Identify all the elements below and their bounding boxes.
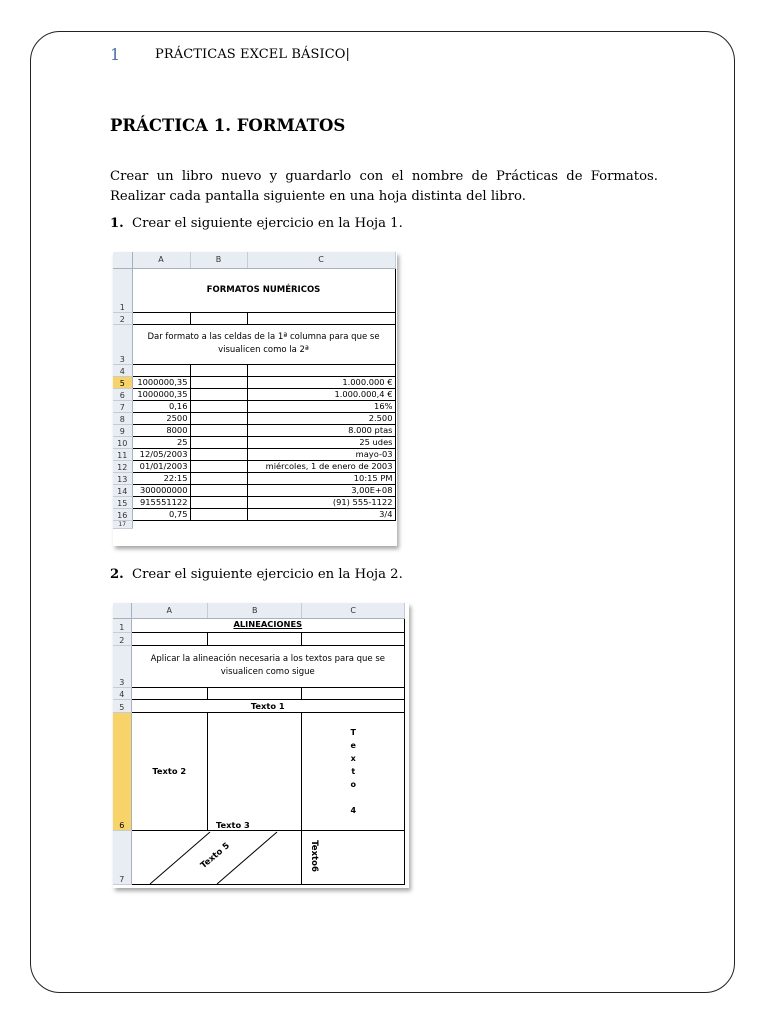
spreadsheet-alineaciones (113, 603, 409, 888)
cell[interactable] (190, 424, 247, 436)
column-header[interactable]: B (207, 603, 301, 618)
table-row (113, 472, 395, 484)
running-header: PRÁCTICAS EXCEL BÁSICO| (155, 47, 351, 62)
value-cell[interactable]: 25 (132, 436, 190, 448)
step-number: 1. (110, 216, 124, 231)
cell[interactable] (190, 436, 247, 448)
formatted-cell[interactable]: 3,00E+08 (247, 484, 395, 496)
cell[interactable] (190, 388, 247, 400)
step-text: Crear el siguiente ejercicio en la Hoja 2. (132, 567, 403, 582)
value-cell[interactable]: 8000 (132, 424, 190, 436)
instruction-cell[interactable]: Dar formato a las celdas de la 1ª columna para que se visualicen como la 2ª (132, 324, 395, 364)
cell[interactable] (190, 448, 247, 460)
value-cell[interactable]: 22:15 (132, 472, 190, 484)
row-header[interactable]: 3 (113, 645, 131, 687)
texto4-letter: e (350, 740, 356, 750)
cell[interactable] (131, 687, 207, 699)
practice-title: PRÁCTICA 1. FORMATOS (110, 116, 346, 135)
table-row (113, 496, 395, 508)
table-row (113, 508, 395, 520)
texto5-cell[interactable] (131, 830, 302, 884)
row-header[interactable]: 13 (113, 472, 132, 484)
select-all-corner[interactable] (113, 603, 131, 618)
select-all-corner[interactable] (113, 252, 132, 268)
cell[interactable] (247, 364, 395, 376)
cell[interactable] (131, 632, 207, 645)
cell[interactable] (190, 364, 247, 376)
formatted-cell[interactable]: 3/4 (247, 508, 395, 520)
row-header[interactable]: 4 (113, 687, 131, 699)
value-cell[interactable]: 2500 (132, 412, 190, 424)
table-row (113, 460, 395, 472)
row-header[interactable]: 11 (113, 448, 132, 460)
cell[interactable] (190, 312, 247, 324)
value-cell[interactable]: 1000000,35 (132, 376, 190, 388)
row-header[interactable]: 8 (113, 412, 132, 424)
value-cell[interactable]: 300000000 (132, 484, 190, 496)
row-header[interactable]: 7 (113, 400, 132, 412)
row-header[interactable]: 1 (113, 618, 131, 632)
value-cell[interactable]: 12/05/2003 (132, 448, 190, 460)
value-cell[interactable]: 01/01/2003 (132, 460, 190, 472)
formatted-cell[interactable]: 10:15 PM (247, 472, 395, 484)
formatted-cell[interactable]: miércoles, 1 de enero de 2003 (247, 460, 395, 472)
formatted-cell[interactable]: 25 udes (247, 436, 395, 448)
texto4-letter: o (350, 779, 356, 789)
formatted-cell[interactable]: 16% (247, 400, 395, 412)
cell[interactable] (302, 687, 405, 699)
table-row (113, 400, 395, 412)
value-cell[interactable]: 915551122 (132, 496, 190, 508)
row-header[interactable]: 15 (113, 496, 132, 508)
row-header[interactable]: 7 (113, 830, 131, 884)
row-header[interactable]: 9 (113, 424, 132, 436)
row-header[interactable]: 5 (113, 699, 131, 712)
page-number: 1 (110, 45, 121, 64)
cell[interactable] (190, 472, 247, 484)
table-row (113, 424, 395, 436)
table-row (113, 448, 395, 460)
row-header[interactable]: 14 (113, 484, 132, 496)
table-row (113, 412, 395, 424)
step-text: Crear el siguiente ejercicio en la Hoja 1. (132, 216, 403, 231)
texto2-cell[interactable]: Texto 2 (131, 712, 207, 830)
cell[interactable] (190, 460, 247, 472)
cell[interactable] (190, 508, 247, 520)
table-row (113, 484, 395, 496)
texto3-cell[interactable]: Texto 3 (207, 712, 301, 830)
value-cell[interactable]: 0,16 (132, 400, 190, 412)
row-header[interactable]: 1 (113, 268, 132, 312)
column-header[interactable]: C (302, 603, 405, 618)
cell[interactable] (207, 632, 301, 645)
table-row (113, 388, 395, 400)
spreadsheet-formatos (113, 252, 397, 546)
value-cell[interactable]: 1000000,35 (132, 388, 190, 400)
cell[interactable] (190, 376, 247, 388)
formatted-cell[interactable]: 1.000.000 € (247, 376, 395, 388)
instruction-cell[interactable]: Aplicar la alineación necesaria a los textos para que se visualicen como sigue (131, 645, 404, 687)
cell[interactable] (190, 496, 247, 508)
texto4-cell[interactable] (302, 712, 405, 830)
texto4-vertical-text (302, 726, 404, 817)
sheet-title-cell[interactable]: ALINEACIONES (131, 618, 404, 632)
cell[interactable] (247, 312, 395, 324)
row-header[interactable]: 6 (113, 388, 132, 400)
row-header[interactable]: 2 (113, 632, 131, 645)
row-header[interactable]: 12 (113, 460, 132, 472)
texto1-cell[interactable]: Texto 1 (131, 699, 404, 712)
cell[interactable] (207, 687, 301, 699)
column-header[interactable]: A (131, 603, 207, 618)
formatted-cell[interactable]: 2.500 (247, 412, 395, 424)
cell[interactable] (190, 412, 247, 424)
row-header[interactable]: 16 (113, 508, 132, 520)
texto5-rotated: Texto 5 (198, 840, 232, 871)
formatted-cell[interactable]: 8.000 ptas (247, 424, 395, 436)
texto4-letter: x (350, 753, 356, 763)
formatted-cell[interactable]: 1.000.000,4 € (247, 388, 395, 400)
cell[interactable] (132, 364, 190, 376)
column-header[interactable]: A (132, 252, 190, 268)
cell[interactable] (190, 484, 247, 496)
formatted-cell[interactable]: (91) 555-1122 (247, 496, 395, 508)
cell[interactable] (302, 632, 405, 645)
table-row (113, 376, 395, 388)
intro-paragraph: Crear un libro nuevo y guardarlo con el nombre de Prácticas de Formatos. Realizar cada pantalla siguiente en una hoja distinta del libro. (110, 169, 658, 204)
texto4-letter: t (351, 766, 356, 776)
texto6-cell[interactable] (302, 830, 405, 884)
row-header[interactable]: 2 (113, 312, 132, 324)
column-header[interactable]: C (247, 252, 395, 268)
row-header[interactable]: 17 (113, 520, 132, 528)
step-1 (110, 216, 403, 231)
texto4-letter: 4 (350, 805, 357, 815)
formatted-cell[interactable]: mayo-03 (247, 448, 395, 460)
sheet-title-cell[interactable]: FORMATOS NUMÉRICOS (132, 268, 395, 312)
cell[interactable] (190, 400, 247, 412)
step-number: 2. (110, 567, 124, 582)
row-header[interactable]: 4 (113, 364, 132, 376)
texto6-rotated: Texto6 (309, 839, 320, 872)
row-header[interactable]: 6 (113, 712, 131, 830)
row-header[interactable]: 5 (113, 376, 132, 388)
row-header[interactable]: 10 (113, 436, 132, 448)
step-2 (110, 567, 403, 582)
cell[interactable] (132, 312, 190, 324)
value-cell[interactable]: 0,75 (132, 508, 190, 520)
table-row (113, 436, 395, 448)
row-header[interactable]: 3 (113, 324, 132, 364)
column-header[interactable]: B (190, 252, 247, 268)
texto4-letter: T (350, 727, 356, 737)
